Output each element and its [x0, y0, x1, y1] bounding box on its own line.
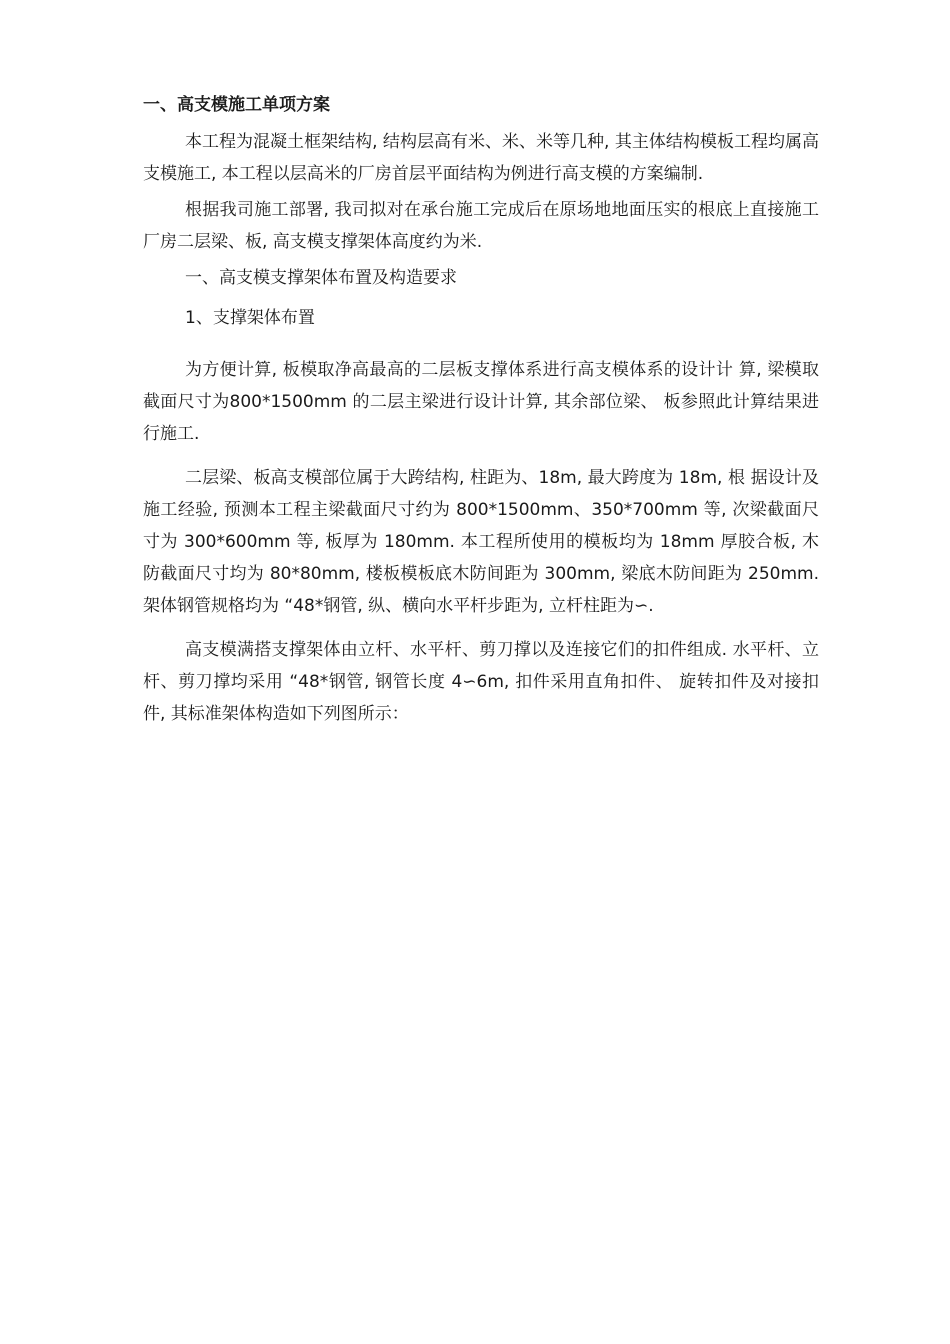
- paragraph-structure-specs: 二层梁、板高支模部位属于大跨结构, 柱距为、18m, 最大跨度为 18m, 根 据设计及施工经验, 预测本工程主梁截面尺寸约为 800*1500mm、350*700mm 等, 次梁截面尺寸为 300*600mm 等, 板厚为 180mm. 本工程所使用的模板均为 18mm 厚胶合板, 木防截面尺寸均为 80*80mm, 楼板模板底木防间距为 300mm, 梁底木防间距为 250mm. 架体钢管规格均为 “48*钢管, 纵、横向水平杆步距为, 立杆柱距为∽.: [143, 468, 819, 616]
- document-body: [143, 92, 819, 730]
- subheading-layout-requirements: 一、高支模支撑架体布置及构造要求: [185, 268, 457, 288]
- paragraph-calculation-basis: 为方便计算, 板模取净高最高的二层板支撑体系进行高支模体系的设计计 算, 梁模取截面尺寸为800*1500mm 的二层主梁进行设计计算, 其余部位梁、 板参照此计算结果进行施工.: [143, 360, 819, 444]
- paragraph-project-overview: 本工程为混凝土框架结构, 结构层高有米、米、米等几种, 其主体结构模板工程均属高支模施工, 本工程以层高米的厂房首层平面结构为例进行高支模的方案编制.: [143, 132, 819, 184]
- paragraph-construction-deployment: 根据我司施工部署, 我司拟对在承台施工完成后在原场地地面压实的根底上直接施工厂房二层梁、板, 高支模支撑架体高度约为米.: [143, 200, 819, 252]
- paragraph-frame-composition: 高支模满搭支撑架体由立杆、水平杆、剪刀撑以及连接它们的扣件组成. 水平杆、立杆、剪刀撑均采用 “48*钢管, 钢管长度 4∽6m, 扣件采用直角扣件、 旋转扣件及对接扣件, 其标准架体构造如下列图所示：: [143, 640, 819, 724]
- subheading-support-layout: 1、支撑架体布置: [185, 308, 315, 328]
- section-heading: 一、高支模施工单项方案: [143, 95, 330, 115]
